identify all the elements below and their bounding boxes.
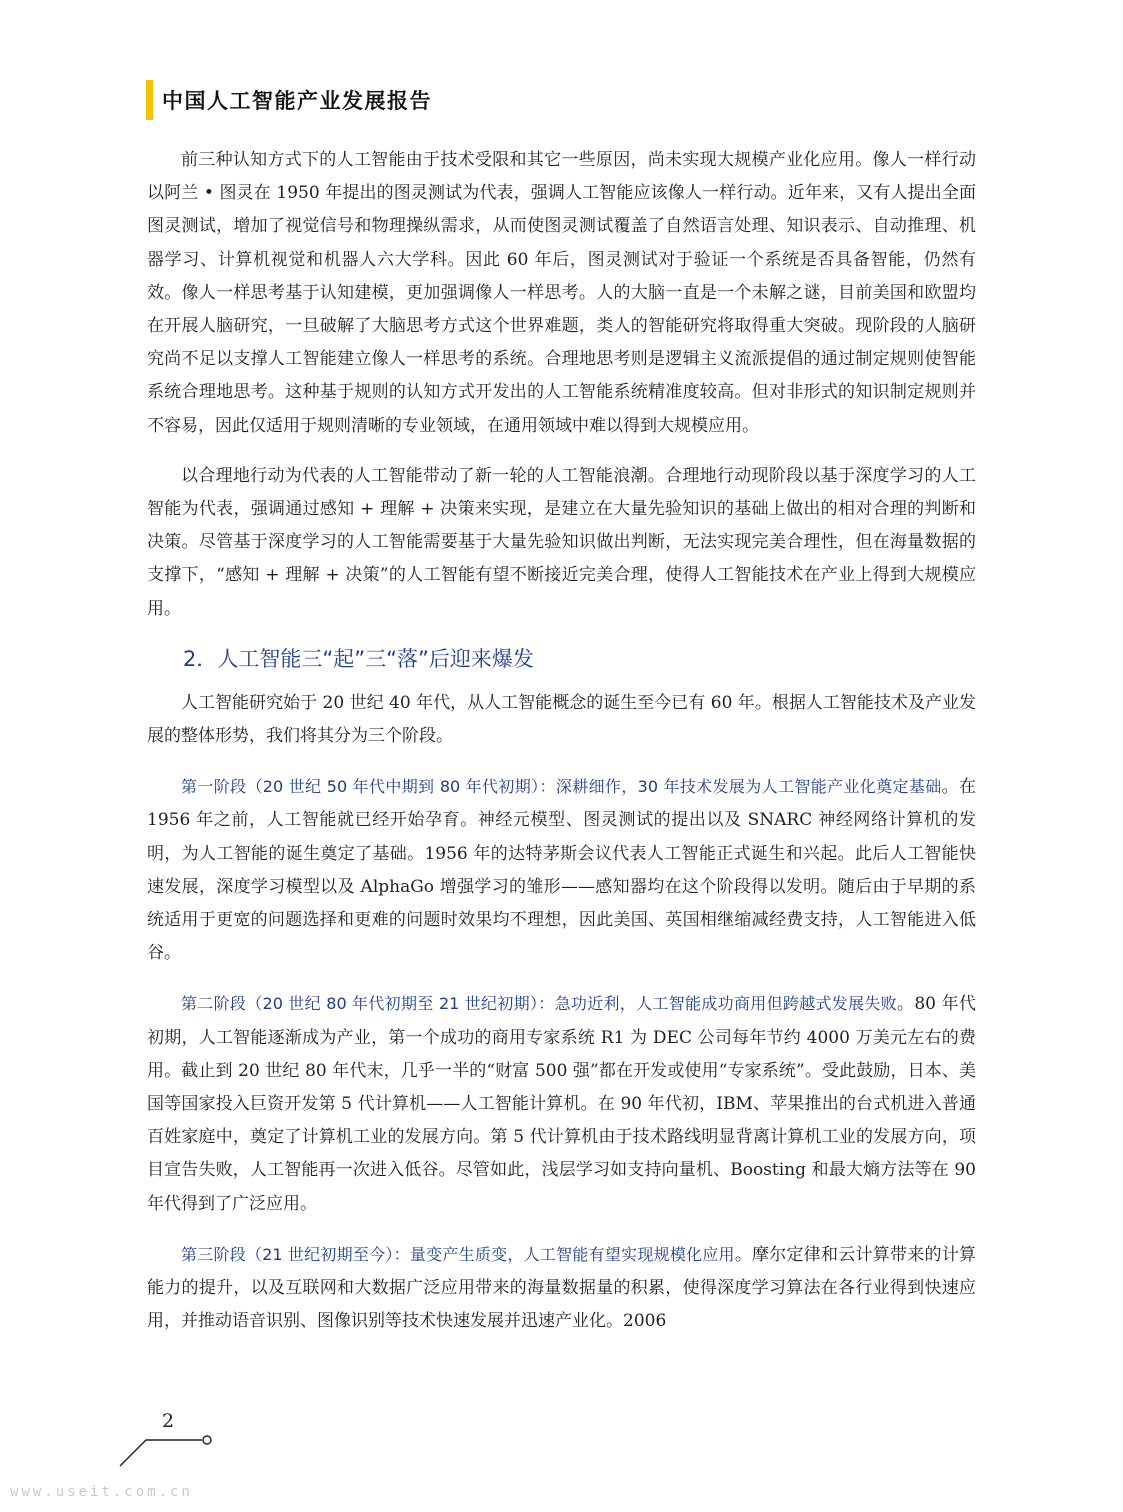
stage-one-body: 。在 1956 年之前，人工智能就已经开始孕育。神经元模型、图灵测试的提出以及 SNARC 神经网络计算机的发明，为人工智能的诞生奠定了基础。1956 年的达特茅斯会议代表人工智能正式诞生和兴起。此后人工智能快速发展，深度学习模型以及 AlphaGo 增强学习的雏形——感知器均在这个阶段得以发明。随后由于早期的系统适用于更宽的问题选择和更难的问题时效果均不理想，因此美国、英国相继缩减经费支持，人工智能进入低谷。 (147, 777, 976, 964)
stage-three-paragraph (147, 1238, 976, 1339)
paragraph-cognition: 前三种认知方式下的人工智能由于技术受限和其它一些原因，尚未实现大规模产业化应用。像人一样行动以阿兰 • 图灵在 1950 年提出的图灵测试为代表，强调人工智能应该像人一样行动。近年来，又有人提出全面图灵测试，增加了视觉信号和物理操纵需求，从而使图灵测试覆盖了自然语言处理、知识表示、自动推理、机器学习、计算机视觉和机器人六大学科。因此 60 年后，图灵测试对于验证一个系统是否具备智能，仍然有效。像人一样思考基于认知建模，更加强调像人一样思考。人的大脑一直是一个未解之谜，目前美国和欧盟均在开展人脑研究，一旦破解了大脑思考方式这个世界难题，类人的智能研究将取得重大突破。现阶段的人脑研究尚不足以支撑人工智能建立像人一样思考的系统。合理地思考则是逻辑主义流派提倡的通过制定规则使智能系统合理地思考。这种基于规则的认知方式开发出的人工智能系统精准度较高。但对非形式的知识制定规则并不容易，因此仅适用于规则清晰的专业领域，在通用领域中难以得到大规模应用。 (147, 150, 976, 436)
stage-three-lead: 第三阶段（21 世纪初期至今）：量变产生质变，人工智能有望实现规模化应用 (181, 1244, 735, 1264)
section-heading: 2．人工智能三“起”三“落”后迎来爆发 (183, 646, 534, 671)
page-number: 2 (162, 1410, 175, 1432)
page-footer (118, 1410, 228, 1470)
header-accent-bar (146, 80, 153, 120)
section-intro: 人工智能研究始于 20 世纪 40 年代，从人工智能概念的诞生至今已有 60 年。根据人工智能技术及产业发展的整体形势，我们将其分为三个阶段。 (147, 692, 976, 747)
report-title: 中国人工智能产业发展报告 (162, 89, 432, 113)
site-watermark: www.useit.com.cn (10, 1484, 193, 1500)
stage-one-paragraph (147, 770, 976, 970)
stage-two-paragraph (147, 987, 976, 1220)
stage-two-body: 。80 年代初期，人工智能逐渐成为产业，第一个成功的商用专家系统 R1 为 DEC 公司每年节约 4000 万美元左右的费用。截止到 20 世纪 80 年代末，几乎一半的“财富 500 强”都在开发或使用“专家系统”。受此鼓励，日本、美国等国家投入巨资开发第 5 代计算机——人工智能计算机。在 90 年代初，IBM、苹果推出的台式机进入普通百姓家庭中，奠定了计算机工业的发展方向。第 5 代计算机由于技术路线明显背离计算机工业的发展方向，项目宣告失败，人工智能再一次进入低谷。尽管如此，浅层学习如支持向量机、Boosting 和最大熵方法等在 90 年代得到了广泛应用。 (147, 994, 976, 1214)
stage-one-lead: 第一阶段（20 世纪 50 年代中期到 80 年代初期）：深耕细作，30 年技术发展为人工智能产业化奠定基础 (181, 777, 942, 797)
paragraph-rational-action: 以合理地行动为代表的人工智能带动了新一轮的人工智能浪潮。合理地行动现阶段以基于深度学习的人工智能为代表，强调通过感知 + 理解 + 决策来实现，是建立在大量先验知识的基础上做出的相对合理的判断和决策。尽管基于深度学习的人工智能需要基于大量先验知识做出判断，无法实现完美合理性，但在海量数据的支撑下，“感知 + 理解 + 决策”的人工智能有望不断接近完美合理，使得人工智能技术在产业上得到大规模应用。 (147, 465, 976, 619)
running-header (146, 80, 432, 120)
stage-three-body: 。摩尔定律和云计算带来的计算能力的提升，以及互联网和大数据广泛应用带来的海量数据量的积累，使得深度学习算法在各行业得到快速应用，并推动语音识别、图像识别等技术快速发展并迅速产业化。2006 (147, 1244, 977, 1332)
page-body (147, 144, 976, 1356)
stage-two-lead: 第二阶段（20 世纪 80 年代初期至 21 世纪初期）：急功近利，人工智能成功商用但跨越式发展失败 (181, 994, 898, 1014)
